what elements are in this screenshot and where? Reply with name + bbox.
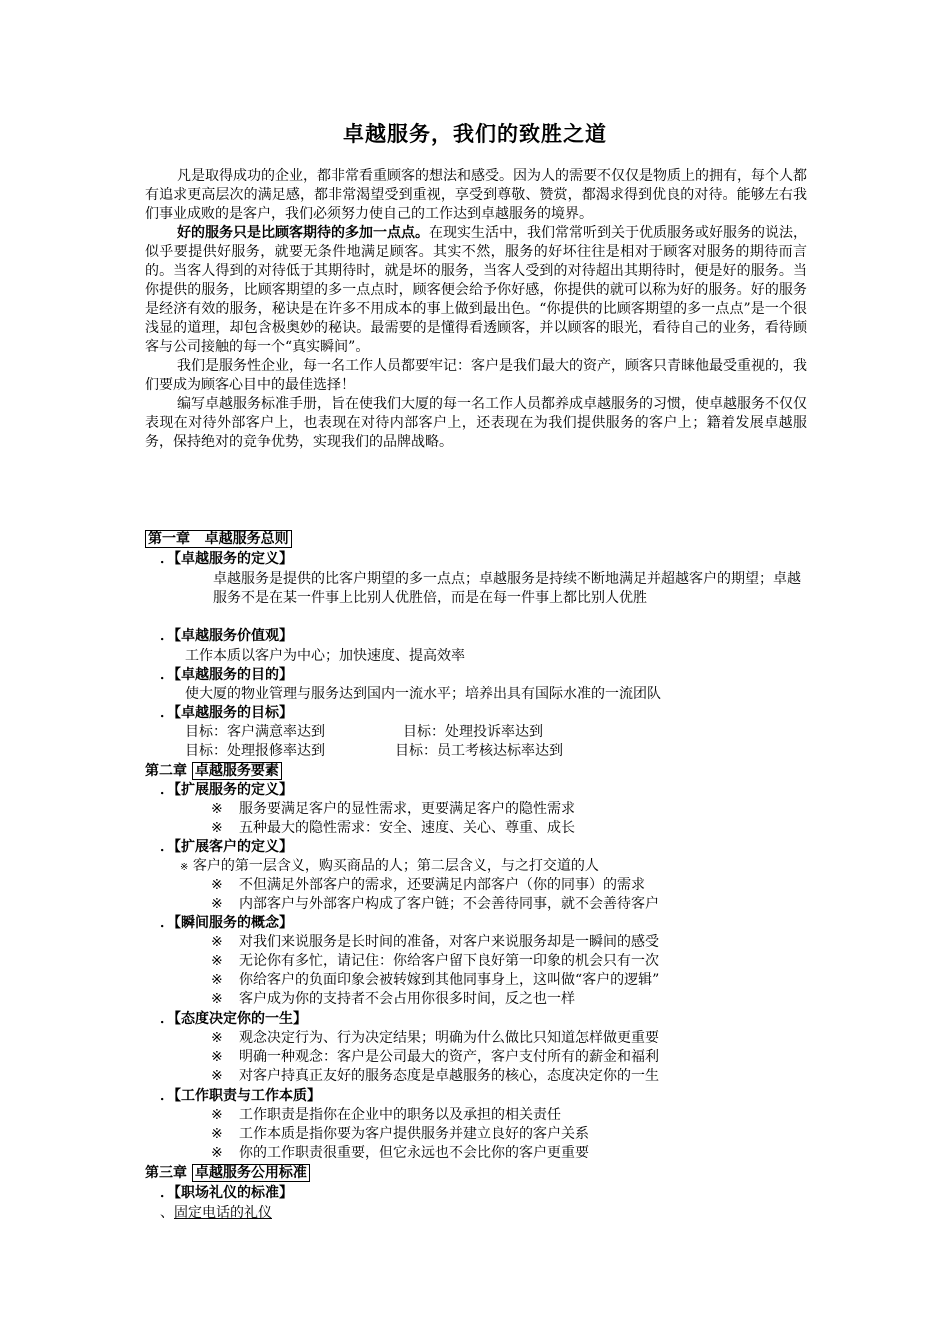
document-title: 卓越服务，我们的致胜之道 bbox=[343, 122, 607, 146]
chapter-3-heading bbox=[145, 1164, 310, 1183]
intro-paragraph-2 bbox=[145, 224, 807, 357]
chapter-2-heading bbox=[145, 762, 282, 781]
list-item bbox=[211, 876, 645, 895]
list-item bbox=[211, 1106, 561, 1125]
chapter-1-heading bbox=[145, 530, 292, 549]
list-item-text: 工作本质是指你要为客户提供服务并建立良好的客户关系 bbox=[239, 1126, 589, 1142]
subsection-3-1-1 bbox=[160, 1204, 272, 1223]
list-item-text: 对客户持真正友好的服务态度是卓越服务的核心，态度决定你的一生 bbox=[239, 1068, 659, 1084]
section-1-3-heading: ．【卓越服务的目的】 bbox=[160, 667, 293, 683]
list-item bbox=[211, 819, 575, 838]
chapter-2-label: 第二章 bbox=[145, 763, 187, 779]
section-2-1-heading: ．【扩展服务的定义】 bbox=[160, 782, 293, 798]
chapter-1-label: 第一章 bbox=[148, 531, 190, 547]
intro-paragraph-1: 凡是取得成功的企业，都非常看重顾客的想法和感受。因为人的需要不仅仅是物质上的拥有，每个人都有追求更高层次的满足感，都非常渴望受到重视，享受到尊敬、赞赏，都渴求得到优良的对待。能够左右我们事业成败的是客户，我们必须努力使自己的工作达到卓越服务的境界。 bbox=[145, 168, 807, 222]
section-1-4-heading: ．【卓越服务的目标】 bbox=[160, 705, 293, 721]
list-item bbox=[211, 895, 659, 914]
list-item bbox=[211, 952, 659, 971]
section-3-1-heading: ．【职场礼仪的标准】 bbox=[160, 1185, 293, 1201]
goal-2: 目标：处理投诉率达到 bbox=[403, 724, 543, 740]
reference-mark-icon: ※ bbox=[211, 1049, 223, 1065]
reference-mark-icon: ※ bbox=[211, 953, 223, 969]
reference-mark-icon: ※ bbox=[211, 991, 223, 1007]
chapter-3-label: 第三章 bbox=[145, 1165, 187, 1181]
goal-4: 目标：员工考核达标率达到 bbox=[395, 743, 563, 759]
list-item-text: 客户成为你的支持者不会占用你很多时间，反之也一样 bbox=[239, 991, 575, 1007]
section-1-1-heading: ．【卓越服务的定义】 bbox=[160, 551, 293, 567]
intro-paragraph-3: 我们是服务性企业，每一名工作人员都要牢记：客户是我们最大的资产，顾客只青睐他最受重视的，我们要成为顾客心目中的最佳选择！ bbox=[145, 358, 807, 393]
chapter-1-title: 卓越服务总则 bbox=[204, 531, 289, 547]
list-item bbox=[211, 990, 575, 1009]
list-item bbox=[211, 971, 659, 990]
list-item bbox=[180, 857, 599, 877]
list-item bbox=[211, 933, 659, 952]
reference-mark-icon: ※ bbox=[211, 1145, 223, 1161]
intro-paragraph-2-lead: 好的服务只是比顾客期待的多加一点点。 bbox=[177, 225, 429, 241]
chapter-2-title: 卓越服务要素 bbox=[192, 762, 282, 780]
goal-3: 目标：处理报修率达到 bbox=[185, 743, 325, 759]
reference-mark-icon: ※ bbox=[211, 1068, 223, 1084]
list-item-text: 你的工作职责很重要，但它永远也不会比你的客户更重要 bbox=[239, 1145, 589, 1161]
reference-mark-icon: ※ bbox=[211, 801, 223, 817]
list-item-text: 明确一种观念：客户是公司最大的资产，客户支付所有的薪金和福利 bbox=[239, 1049, 659, 1065]
list-item-text: 对我们来说服务是长时间的准备，对客户来说服务却是一瞬间的感受 bbox=[239, 934, 659, 950]
intro-section bbox=[145, 167, 807, 452]
goal-1: 目标：客户满意率达到 bbox=[185, 724, 325, 740]
list-item-text: 观念决定行为、行为决定结果；明确为什么做比只知道怎样做更重要 bbox=[239, 1030, 659, 1046]
section-2-5-heading: ．【工作职责与工作本质】 bbox=[160, 1088, 321, 1104]
list-item bbox=[211, 1125, 589, 1144]
chapter-3-title: 卓越服务公用标准 bbox=[192, 1164, 310, 1182]
section-2-2-heading: ．【扩展客户的定义】 bbox=[160, 839, 293, 855]
section-2-4-heading: ．【态度决定你的一生】 bbox=[160, 1011, 307, 1027]
list-item bbox=[211, 1029, 659, 1048]
list-item-text: 服务要满足客户的显性需求，更要满足客户的隐性需求 bbox=[239, 801, 575, 817]
section-2-3-heading: ．【瞬间服务的概念】 bbox=[160, 915, 293, 931]
reference-mark-icon: ※ bbox=[211, 896, 223, 912]
reference-mark-icon: ※ bbox=[211, 1030, 223, 1046]
section-1-2-text: 工作本质以客户为中心；加快速度、提高效率 bbox=[185, 648, 465, 664]
reference-mark-icon: ※ bbox=[211, 820, 223, 836]
list-item bbox=[211, 1144, 589, 1163]
list-item bbox=[211, 1048, 659, 1067]
section-1-2-heading: ．【卓越服务价值观】 bbox=[160, 628, 293, 644]
chapter-1-box bbox=[145, 530, 292, 548]
subsection-prefix: 、 bbox=[160, 1205, 174, 1221]
list-item bbox=[211, 800, 575, 819]
list-item bbox=[211, 1067, 659, 1086]
list-item-text: 工作职责是指你在企业中的职务以及承担的相关责任 bbox=[239, 1107, 561, 1123]
list-item-text: 你给客户的负面印象会被转嫁到其他同事身上，这叫做“客户的逻辑” bbox=[239, 972, 660, 988]
list-item-text: 五种最大的隐性需求：安全、速度、关心、尊重、成长 bbox=[239, 820, 575, 836]
section-1-1-text: 卓越服务是提供的比客户期望的多一点点；卓越服务是持续不断地满足并超越客户的期望；卓越服务不是在某一件事上比别人优胜倍，而是在每一件事上都比别人优胜 bbox=[213, 571, 801, 606]
intro-paragraph-4: 编写卓越服务标准手册，旨在使我们大厦的每一名工作人员都养成卓越服务的习惯，使卓越服务不仅仅表现在对待外部客户上，也表现在对待内部客户上，还表现在为我们提供服务的客户上；籍着发展卓越服务，保持绝对的竞争优势，实现我们的品牌战略。 bbox=[145, 396, 807, 450]
reference-mark-icon: ※ bbox=[211, 1107, 223, 1123]
intro-paragraph-2-body: 在现实生活中，我们常常听到关于优质服务或好服务的说法，似乎要提供好服务，就要无条件地满足顾客。其实不然，服务的好坏往往是相对于顾客对服务的期待而言的。当客人得到的对待低于其期待时，就是坏的服务，当客人受到的对待超出其期待时，便是好的服务。当你提供的服务，比顾客期望的多一点点时，顾客便会给予你好感，你提供的就可以称为好的服务。好的服务是经济有效的服务，秘诀是在许多不用成本的事上做到最出色。“你提供的比顾客期望的多一点点”是一个很浅显的道理，却包含极奥妙的秘诀。最需要的是懂得看透顾客，并以顾客的眼光，看待自己的业务，看待顾客与公司接触的每一个“真实瞬间”。 bbox=[145, 225, 807, 355]
reference-mark-icon: ※ bbox=[211, 972, 223, 988]
reference-mark-icon: ※ bbox=[211, 877, 223, 893]
list-item-text: 客户的第一层含义，购买商品的人；第二层含义，与之打交道的人 bbox=[192, 858, 599, 874]
section-1-3-text: 使大厦的物业管理与服务达到国内一流水平；培养出具有国际水准的一流团队 bbox=[185, 686, 661, 702]
reference-mark-icon: ※ bbox=[211, 1126, 223, 1142]
subsection-3-1-1-title: 固定电话的礼仪 bbox=[174, 1205, 272, 1221]
list-item-text: 内部客户与外部客户构成了客户链；不会善待同事，就不会善待客户 bbox=[239, 896, 659, 912]
list-item-text: 不但满足外部客户的需求，还要满足内部客户（你的同事）的需求 bbox=[239, 877, 645, 893]
reference-mark-icon: ※ bbox=[180, 862, 189, 873]
list-item-text: 无论你有多忙，请记住：你给客户留下良好第一印象的机会只有一次 bbox=[239, 953, 659, 969]
reference-mark-icon: ※ bbox=[211, 934, 223, 950]
